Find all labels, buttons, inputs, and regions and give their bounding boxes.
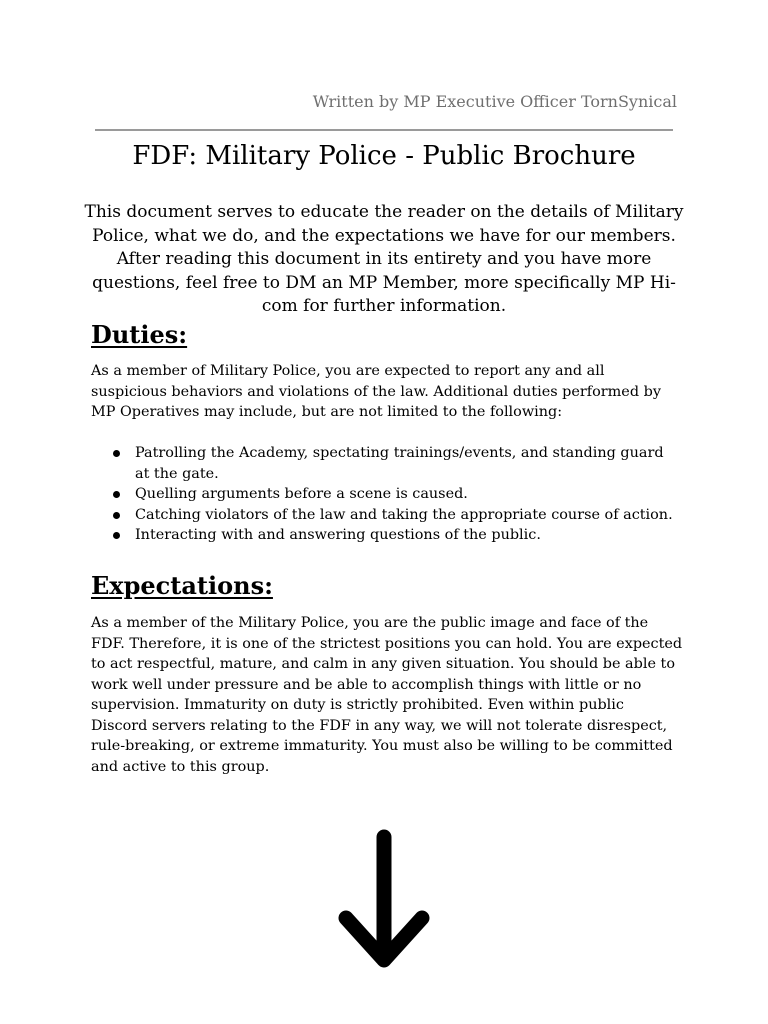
duties-heading: Duties: (91, 320, 188, 349)
bullet-icon (113, 532, 120, 539)
arrow-down-icon (336, 828, 432, 970)
list-item (91, 525, 681, 546)
expectations-heading: Expectations: (91, 571, 273, 600)
author-line: Written by MP Executive Officer TornSynical (312, 92, 677, 111)
list-item-text: Patrolling the Academy, spectating trainings/events, and standing guard at the gate. (135, 445, 664, 482)
list-item (91, 443, 681, 484)
document-title: FDF: Military Police - Public Brochure (132, 141, 636, 171)
header-divider (95, 129, 673, 131)
list-item-text: Catching violators of the law and taking the appropriate course of action. (135, 506, 673, 523)
list-item (91, 484, 681, 505)
list-item (91, 505, 681, 526)
bullet-icon (113, 491, 120, 498)
expectations-paragraph: As a member of the Military Police, you are the public image and face of the FDF. Therefore, it is one of the strictest positions you can hold. You are expected to act respectful, mature, and calm in any given situation. You should be able to work well under pressure and be able to accomplish things with little or no supervision. Immaturity on duty is strictly prohibited. Even within public Discord servers relating to the FDF in any way, we will not tolerate disrespect, rule-breaking, or extreme immaturity. You must also be willing to be committed and active to this group. (91, 615, 683, 775)
bullet-icon (113, 450, 120, 457)
duties-list (91, 443, 681, 546)
duties-paragraph: As a member of Military Police, you are expected to report any and all suspicious behaviors and violations of the law. Additional duties performed by MP Operatives may include, but are not limited to the following: (91, 363, 661, 420)
list-item-text: Quelling arguments before a scene is caused. (135, 486, 468, 502)
bullet-icon (113, 512, 120, 519)
list-item-text: Interacting with and answering questions of the public. (135, 527, 541, 543)
intro-paragraph: This document serves to educate the reader on the details of Military Police, what we do, and the expectations we have for our members. After reading this document in its entirety and you have more questions, feel free to DM an MP Member, more specifically MP Hi-com for further information. (84, 202, 684, 316)
